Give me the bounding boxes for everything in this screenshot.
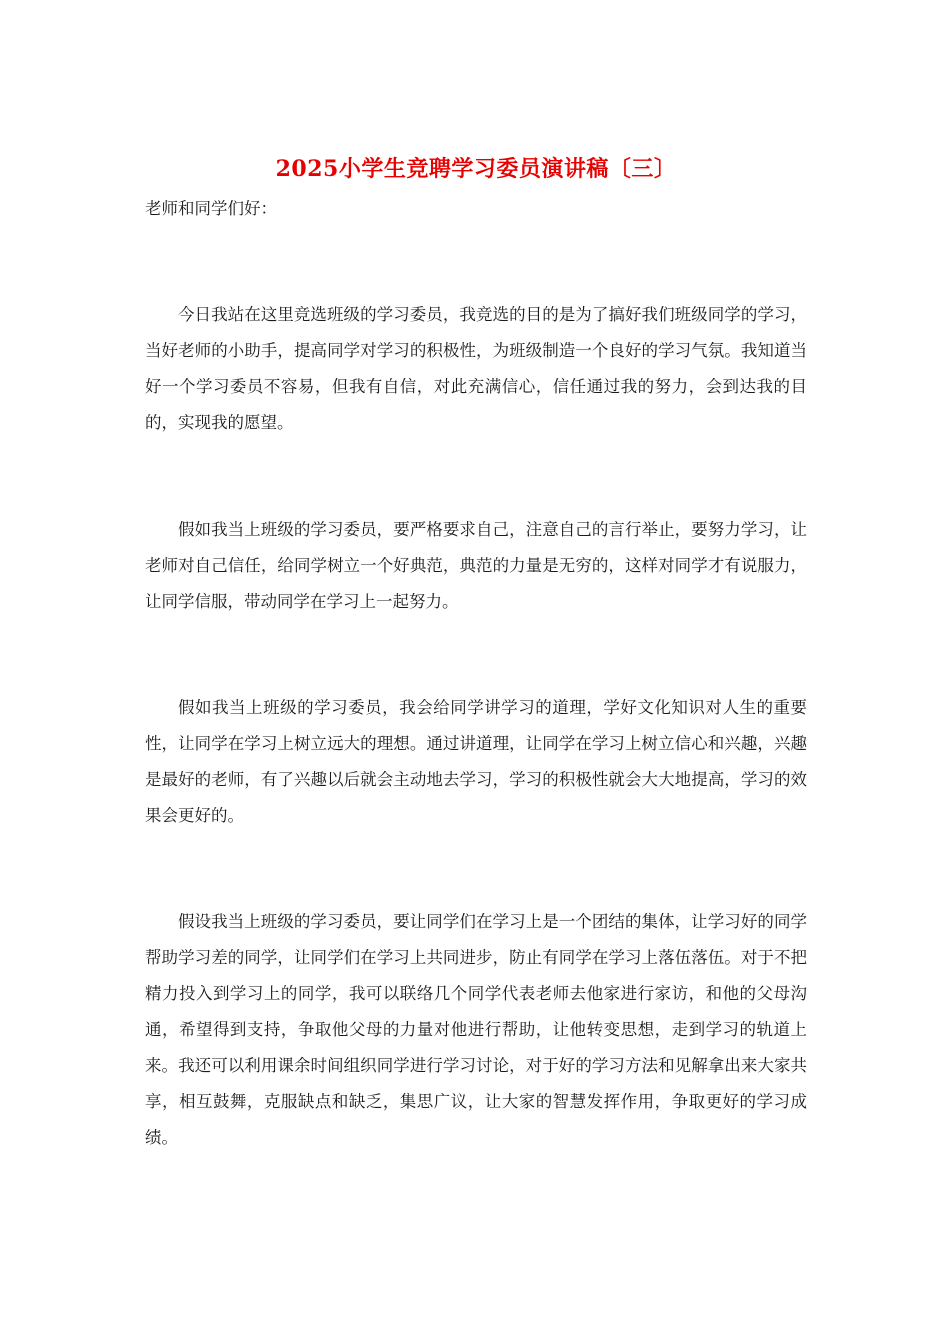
paragraph-1: 今日我站在这里竞选班级的学习委员，我竞选的目的是为了搞好我们班级同学的学习，当好老师的小助手，提高同学对学习的积极性，为班级制造一个良好的学习气氛。我知道当好一个学习委员不容易，但我有自信，对此充满信心，信任通过我的努力，会到达我的目的，实现我的愿望。 [145,305,807,432]
page-title: 2025小学生竞聘学习委员演讲稿〔三〕 [275,156,677,182]
document-page [145,0,807,1344]
paragraph-2: 假如我当上班级的学习委员，要严格要求自己，注意自己的言行举止，要努力学习，让老师对自己信任，给同学树立一个好典范，典范的力量是无穷的，这样对同学才有说服力，让同学信服，带动同学在学习上一起努力。 [145,520,807,611]
paragraph-3: 假如我当上班级的学习委员，我会给同学讲学习的道理，学好文化知识对人生的重要性，让同学在学习上树立远大的理想。通过讲道理，让同学在学习上树立信心和兴趣，兴趣是最好的老师，有了兴趣以后就会主动地去学习，学习的积极性就会大大地提高，学习的效果会更好的。 [145,698,807,825]
paragraph-4: 假设我当上班级的学习委员，要让同学们在学习上是一个团结的集体，让学习好的同学帮助学习差的同学，让同学们在学习上共同进步，防止有同学在学习上落伍落伍。对于不把精力投入到学习上的同学，我可以联络几个同学代表老师去他家进行家访，和他的父母沟通，希望得到支持，争取他父母的力量对他进行帮助，让他转变思想，走到学习的轨道上来。我还可以利用课余时间组织同学进行学习讨论，对于好的学习方法和见解拿出来大家共享，相互鼓舞，克服缺点和缺乏，集思广议，让大家的智慧发挥作用，争取更好的学习成绩。 [145,912,807,1147]
greeting-line: 老师和同学们好： [145,199,277,218]
